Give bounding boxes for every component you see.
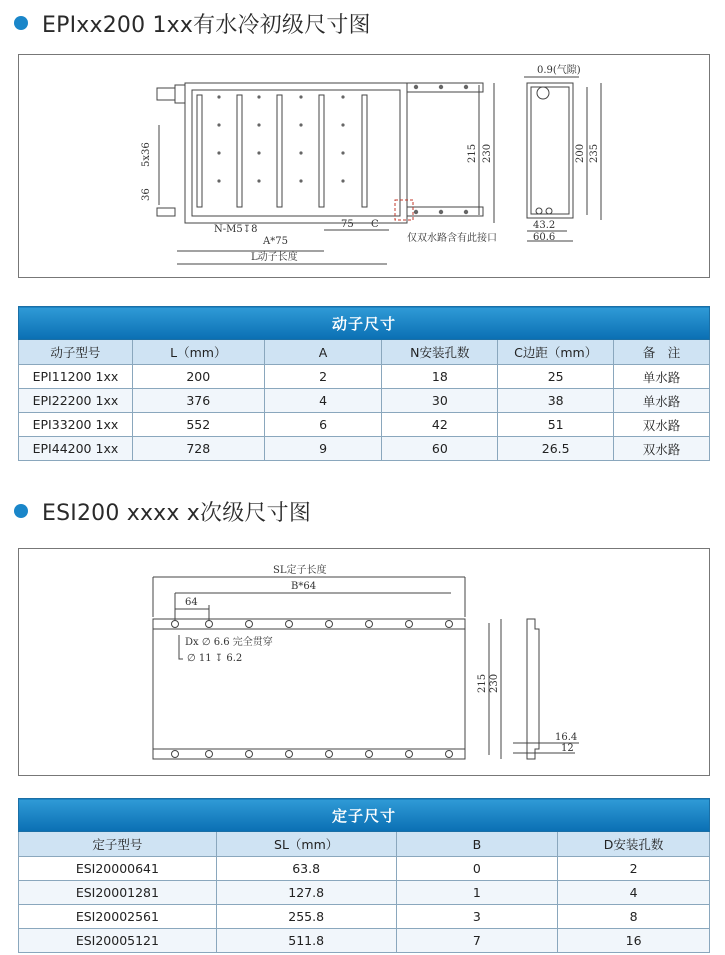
cell: 728 (132, 437, 264, 461)
label-c: C (371, 219, 379, 230)
label-43: 43.2 (533, 220, 556, 231)
column-header: SL（mm） (216, 832, 396, 857)
cell: 25 (498, 365, 614, 389)
primary-dimension-drawing (18, 54, 710, 278)
column-header: C边距（mm） (498, 340, 614, 365)
label-a75: A*75 (263, 236, 288, 247)
cell: EPI44200 1xx (19, 437, 133, 461)
cell: 1 (396, 881, 558, 905)
cell: ESI20000641 (19, 857, 217, 881)
label-215: 215 (477, 673, 488, 693)
cell: 60 (382, 437, 498, 461)
label-200: 200 (575, 143, 586, 163)
cell: 0 (396, 857, 558, 881)
table-title: 定子尺寸 (19, 799, 710, 832)
label-235: 235 (589, 143, 600, 163)
label-64: 64 (185, 597, 198, 608)
cell: 4 (558, 881, 710, 905)
cell: 2 (264, 365, 382, 389)
cell: ESI20002561 (19, 905, 217, 929)
label-230: 230 (482, 143, 493, 163)
cell: 7 (396, 929, 558, 953)
cell: 双水路 (614, 413, 710, 437)
column-header: N安装孔数 (382, 340, 498, 365)
label-l: L动子长度 (251, 252, 298, 263)
column-header: B (396, 832, 558, 857)
cell: EPI11200 1xx (19, 365, 133, 389)
rail-holes (217, 85, 468, 214)
cell: 26.5 (498, 437, 614, 461)
table-header-row (19, 832, 710, 857)
cell: 3 (396, 905, 558, 929)
cell: 51 (498, 413, 614, 437)
cell: 511.8 (216, 929, 396, 953)
column-header: 定子型号 (19, 832, 217, 857)
cell: 255.8 (216, 905, 396, 929)
cell: 376 (132, 389, 264, 413)
table-row (19, 881, 710, 905)
column-header: 备 注 (614, 340, 710, 365)
table-row (19, 929, 710, 953)
mover-dimension-table (18, 306, 710, 461)
label-note: 仅双水路含有此接口 (407, 233, 497, 244)
label-215: 215 (467, 143, 478, 163)
column-header: A (264, 340, 382, 365)
cell: 18 (382, 365, 498, 389)
cell: 42 (382, 413, 498, 437)
cell: 200 (132, 365, 264, 389)
table-row (19, 857, 710, 881)
section-heading-secondary (14, 494, 311, 528)
cell: 9 (264, 437, 382, 461)
label-75: 75 (341, 219, 354, 230)
cell: 63.8 (216, 857, 396, 881)
cell: 552 (132, 413, 264, 437)
label-60: 60.6 (533, 232, 556, 243)
label-36: 36 (141, 188, 152, 201)
table-row (19, 389, 710, 413)
cell: ESI20005121 (19, 929, 217, 953)
cell: 16 (558, 929, 710, 953)
table-header-row (19, 340, 710, 365)
label-b64: B*64 (291, 581, 317, 592)
secondary-drawing-svg (19, 549, 709, 775)
section-title: ESI200 xxxx x次级尺寸图 (42, 500, 312, 526)
label-dx: Dx ∅ 6.6 完全贯穿 (185, 637, 273, 648)
cell: 38 (498, 389, 614, 413)
column-header: D安装孔数 (558, 832, 710, 857)
primary-drawing-svg (19, 55, 709, 277)
cell: 2 (558, 857, 710, 881)
label-12: 12 (561, 743, 574, 754)
cell: 双水路 (614, 437, 710, 461)
cell: 4 (264, 389, 382, 413)
bullet-icon (14, 16, 28, 30)
cell: 单水路 (614, 389, 710, 413)
cell: EPI22200 1xx (19, 389, 133, 413)
cell: 单水路 (614, 365, 710, 389)
cell: 30 (382, 389, 498, 413)
label-counterbore: ∅ 11 ↧ 6.2 (187, 653, 243, 664)
bullet-icon (14, 504, 28, 518)
label-n-m5: N-M5↧8 (214, 224, 258, 235)
table-row (19, 413, 710, 437)
cell: 127.8 (216, 881, 396, 905)
cell: 8 (558, 905, 710, 929)
section-title: EPIxx200 1xx有水冷初级尺寸图 (42, 12, 371, 38)
table-row (19, 365, 710, 389)
table-title: 动子尺寸 (19, 307, 710, 340)
table-row (19, 905, 710, 929)
label-230: 230 (489, 673, 500, 693)
table-row (19, 437, 710, 461)
cell: ESI20001281 (19, 881, 217, 905)
cell: 6 (264, 413, 382, 437)
secondary-dimension-drawing (18, 548, 710, 776)
section-heading-primary (14, 6, 371, 40)
stator-dimension-table (18, 798, 710, 953)
cell: EPI33200 1xx (19, 413, 133, 437)
column-header: 动子型号 (19, 340, 133, 365)
label-16-4: 16.4 (555, 732, 578, 743)
column-header: L（mm） (132, 340, 264, 365)
label-sl: SL定子长度 (273, 565, 327, 576)
label-5x36: 5x36 (141, 142, 152, 167)
label-gap: 0.9(气隙) (537, 65, 581, 76)
